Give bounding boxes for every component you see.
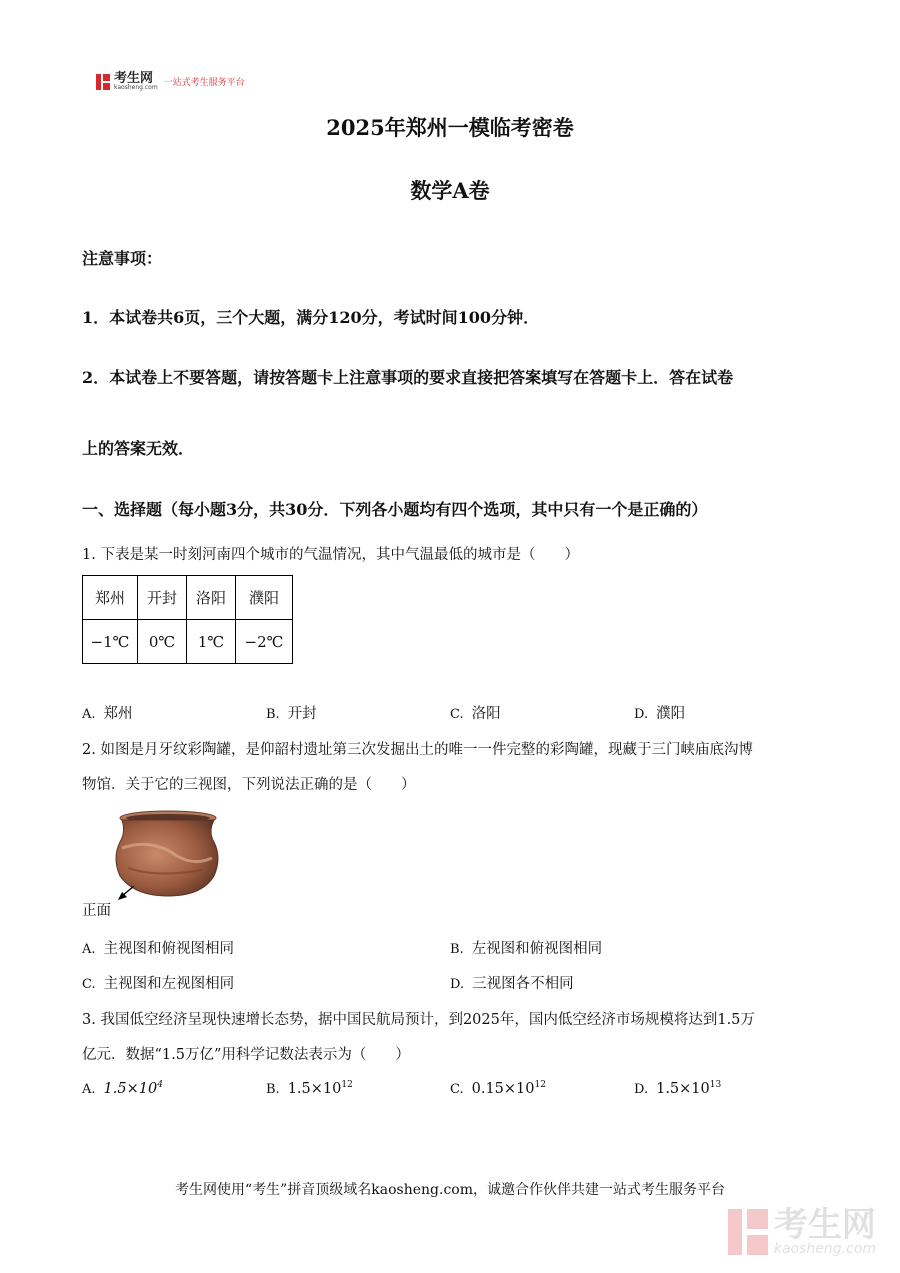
q2-option-a[interactable]: A. 主视图和俯视图相同: [82, 941, 235, 957]
logo-icon: [96, 74, 110, 90]
table-value-cell: −2℃: [236, 620, 293, 664]
q1-option-d[interactable]: D. 濮阳: [634, 706, 686, 722]
q2-option-b[interactable]: B. 左视图和俯视图相同: [450, 941, 603, 957]
notice-heading: 注意事项：: [82, 249, 163, 268]
question-1-stem: 1. 下表是某一时刻河南四个城市的气温情况，其中气温最低的城市是（ ）: [82, 547, 579, 563]
question-3-stem: 3. 我国低空经济呈现快速增长态势，据中国民航局预计，到2025年，国内低空经济市场规模将达到1.5万: [82, 1012, 755, 1028]
q1-option-b[interactable]: B. 开封: [266, 706, 317, 722]
table-header-cell: 郑州: [83, 576, 138, 620]
q3-option-d[interactable]: D. $1.5\times 10^{13}$: [634, 1080, 722, 1097]
question-2-stem-cont: 物馆．关于它的三视图，下列说法正确的是（ ）: [82, 777, 416, 793]
table-value-cell: 0℃: [138, 620, 187, 664]
q3-option-b[interactable]: B. $1.5\times 10^{12}$: [266, 1080, 353, 1097]
table-header-cell: 洛阳: [187, 576, 236, 620]
logo-name: 考生网: [114, 71, 154, 86]
q1-option-c[interactable]: C. 洛阳: [450, 706, 501, 722]
page-title: 2025年郑州一模临考密卷: [326, 115, 574, 140]
watermark-icon: [728, 1209, 768, 1255]
question-2-stem: 2. 如图是月牙纹彩陶罐，是仰韶村遗址第三次发掘出土的唯一一件完整的彩陶罐，现藏于三门峡庙底沟博: [82, 742, 753, 758]
header-logo: [96, 72, 245, 91]
question-3-stem-cont: 亿元．数据“1.5万亿”用科学记数法表示为（ ）: [82, 1047, 410, 1063]
table-value-cell: −1℃: [83, 620, 138, 664]
table-header-cell: 濮阳: [236, 576, 293, 620]
q1-option-a[interactable]: A. 郑州: [82, 706, 133, 722]
watermark-domain: kaosheng.com: [773, 1241, 876, 1257]
q2-option-d[interactable]: D. 三视图各不相同: [450, 976, 574, 992]
image-caption: 正面: [82, 903, 111, 919]
q2-option-c[interactable]: C. 主视图和左视图相同: [82, 976, 235, 992]
watermark-logo: [728, 1205, 876, 1257]
temperature-table: [82, 575, 293, 664]
table-header-cell: 开封: [138, 576, 187, 620]
notice-item-1: 1．本试卷共6页，三个大题，满分120分，考试时间100分钟．: [82, 308, 540, 327]
notice-item-2-cont: 上的答案无效．: [82, 439, 195, 458]
watermark-name: 考生网: [773, 1205, 876, 1245]
table-value-cell: 1℃: [187, 620, 236, 664]
page-subtitle: 数学A卷: [410, 178, 490, 203]
logo-slogan: 一站式考生服务平台: [163, 78, 245, 88]
page-footer: 考生网使用“考生”拼音顶级域名kaosheng.com，诚邀合作伙伴共建一站式考生服务平台: [174, 1182, 726, 1198]
notice-item-2: 2．本试卷上不要答题，请按答题卡上注意事项的要求直接把答案填写在答题卡上．答在试卷: [82, 368, 734, 387]
q3-option-a[interactable]: A. $1.5\times 10^4$: [82, 1080, 163, 1097]
logo-domain: kaosheng.com: [114, 84, 158, 91]
q3-option-c[interactable]: C. $0.15\times 10^{12}$: [450, 1080, 546, 1097]
section-heading: 一、选择题（每小题3分，共30分．下列各小题均有四个选项，其中只有一个是正确的）: [82, 500, 708, 519]
